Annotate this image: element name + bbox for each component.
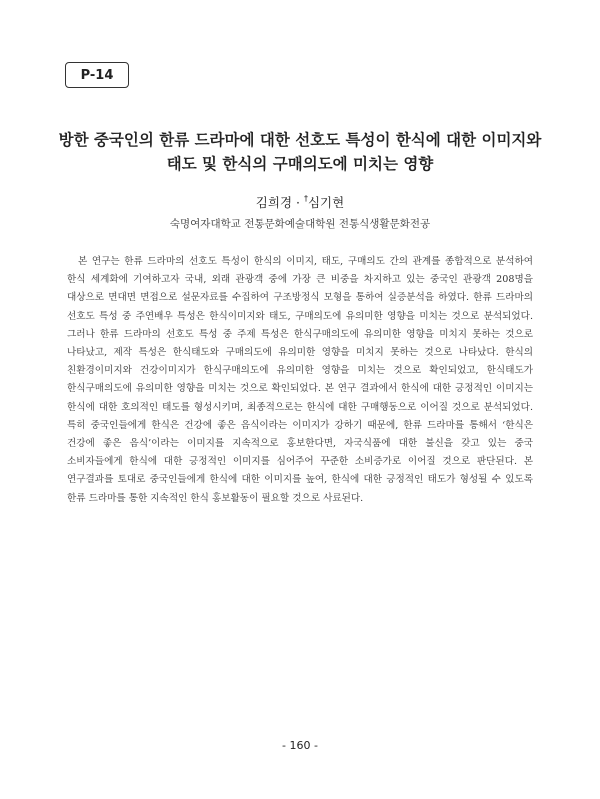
corresponding-author-mark: † bbox=[303, 194, 308, 203]
title-line-1: 방한 중국인의 한류 드라마에 대한 선호도 특성이 한식에 대한 이미지와 bbox=[58, 131, 542, 149]
abstract-paragraph: 본 연구는 한류 드라마의 선호도 특성이 한식의 이미지, 태도, 구매의도 간의 관계를 종합적으로 분석하여 한식 세계화에 기여하고자 국내, 외래 관광객 중에 가장 큰 비중을 차지하고 있는 중국인 관광객 208명을 대상으로 면대면 면접으로 설문자료를 수집하여 구조방정식 모형을 통하여 실증분석을 하였다. 한류 드라마의 선호도 특성 중 주연배우 특성은 한식이미지와 태도, 구매의도에 유의미한 영향을 미치는 것으로 분석되었다. 그러나 한류 드라마의 선호도 특성 중 주제 특성은 한식구매의도에 유의미한 영향을 미치지 못하는 것으로 나타났고, 제작 특성은 한식태도와 구매의도에 유의미한 영향을 미치지 못하는 것으로 나타났다. 한식의 친환경이미지와 건강이미지가 한식구매의도에 유의미한 영향을 미치는 것으로 확인되었고, 한식태도가 한식구매의도에 유의미한 영향을 미치는 것으로 확인되었다. 본 연구 결과에서 한식에 대한 긍정적인 이미지는 한식에 대한 호의적인 태도를 형성시키며, 최종적으로는 한식에 대한 구매행동으로 이어질 것으로 분석되었다. 특히 중국인들에게 한식은 건강에 좋은 음식이라는 이미지가 강하기 때문에, 한류 드라마를 통해서 ‘한식은 건강에 좋은 음식’이라는 이미지를 지속적으로 홍보한다면, 자국식품에 대한 불신을 갖고 있는 중국 소비자들에게 한식에 대한 긍정적인 이미지를 심어주어 꾸준한 소비증가로 이어질 것으로 판단된다. 본 연구결과를 토대로 중국인들에게 한식에 대한 이미지를 높여, 한식에 대한 긍정적인 태도가 형성될 수 있도록 한류 드라마를 통한 지속적인 한식 홍보활동이 필요할 것으로 사료된다. bbox=[67, 256, 533, 504]
author-first: 김희경 · bbox=[255, 195, 304, 210]
page-number: - 160 - bbox=[282, 739, 318, 752]
affiliation: 숙명여자대학교 전통문화예술대학원 전통식생활문화전공 bbox=[169, 218, 431, 230]
poster-id-badge: P-14 bbox=[65, 62, 129, 88]
title-line-2: 태도 및 한식의 구매의도에 미치는 영향 bbox=[166, 155, 434, 173]
authors bbox=[0, 193, 600, 211]
author-second: 심기현 bbox=[307, 195, 345, 210]
